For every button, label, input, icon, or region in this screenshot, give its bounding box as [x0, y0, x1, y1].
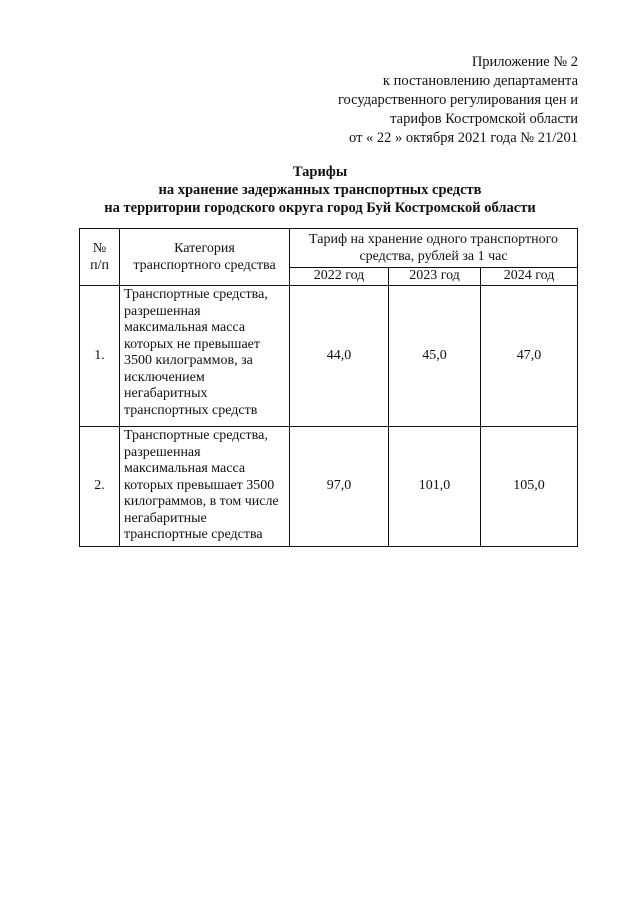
- table-row: [80, 286, 578, 427]
- row-tariff-2023: 101,0: [389, 427, 481, 547]
- row-tariff-2023: 45,0: [389, 286, 481, 427]
- title-subheading: на территории городского округа город Буй Костромской области: [104, 200, 536, 216]
- row-tariff-2022: 97,0: [290, 427, 389, 547]
- row-tariff-2022: 44,0: [290, 286, 389, 427]
- row-tariff-2024: 105,0: [481, 427, 578, 547]
- document-title: [0, 163, 640, 217]
- row-number: 1.: [80, 286, 120, 427]
- annex-reference-line: к постановлению департамента: [382, 73, 578, 89]
- row-category: Транспортные средства, разрешенная максимальная масса которых не превышает 3500 килограммов, за исключением негабаритных транспортных средств: [120, 286, 290, 427]
- row-number: 2.: [80, 427, 120, 547]
- table-header-row: [80, 229, 578, 268]
- annex-reference-line: государственного регулирования цен и: [337, 92, 578, 108]
- title-heading: Тарифы: [292, 164, 348, 180]
- annex-decree-date: от « 22 » октября 2021 года № 21/201: [349, 130, 578, 146]
- title-subheading: на хранение задержанных транспортных средств: [158, 182, 482, 198]
- row-tariff-2024: 47,0: [481, 286, 578, 427]
- header-cell-tariff: Тариф на хранение одного транспортного средства, рублей за 1 час: [290, 229, 578, 268]
- table-row: [80, 427, 578, 547]
- annex-reference-line: тарифов Костромской области: [390, 111, 578, 127]
- header-cell-year: 2022 год: [290, 268, 389, 286]
- header-cell-number: № п/п: [80, 229, 120, 286]
- header-cell-year: 2024 год: [481, 268, 578, 286]
- row-category: Транспортные средства, разрешенная максимальная масса которых превышает 3500 килограммов, в том числе негабаритные транспортные средства: [120, 427, 290, 547]
- header-cell-year: 2023 год: [389, 268, 481, 286]
- annex-header: [258, 53, 578, 148]
- annex-title: Приложение № 2: [471, 54, 578, 70]
- tariffs-table: [79, 228, 578, 547]
- header-cell-category: Категория транспортного средства: [120, 229, 290, 286]
